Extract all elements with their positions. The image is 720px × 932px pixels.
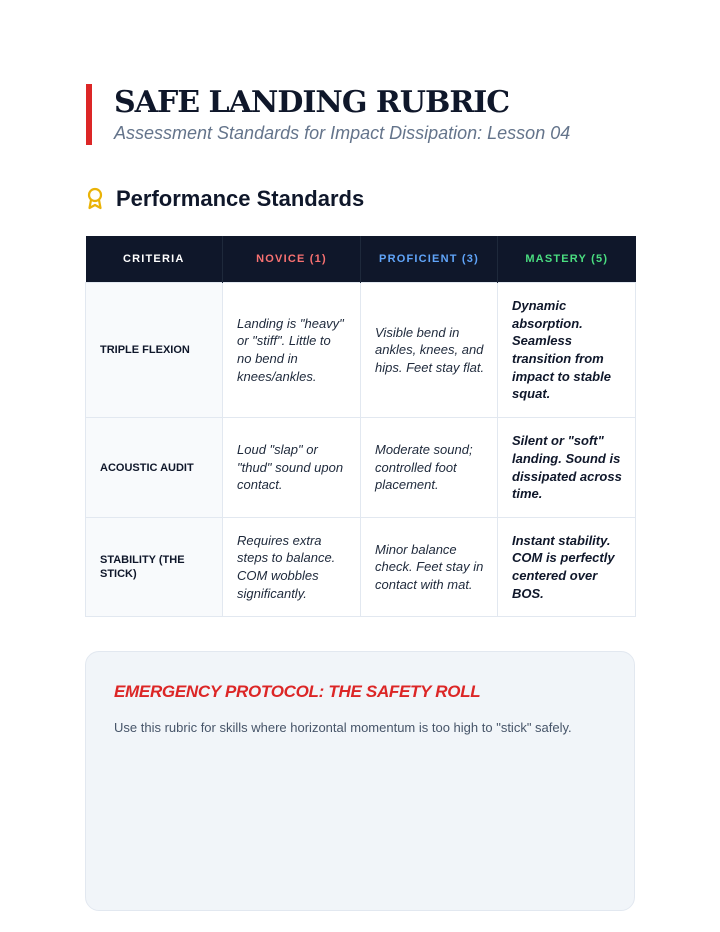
novice-cell: Requires extra steps to balance. COM wobbles significantly. [223, 518, 361, 617]
protocol-title: EMERGENCY PROTOCOL: THE SAFETY ROLL [114, 682, 481, 701]
table-header-row [86, 236, 636, 283]
header-proficient: PROFICIENT (3) [361, 236, 498, 283]
emergency-protocol-card [85, 651, 635, 911]
section-header [86, 186, 364, 212]
table-row [86, 418, 636, 518]
header-criteria: CRITERIA [86, 236, 223, 283]
criteria-cell: TRIPLE FLEXION [86, 283, 223, 418]
header-novice: NOVICE (1) [223, 236, 361, 283]
proficient-cell: Minor balance check. Feet stay in contact with mat. [361, 518, 498, 617]
proficient-cell: Visible bend in ankles, knees, and hips. Feet stay flat. [361, 283, 498, 418]
page-header [86, 84, 570, 145]
protocol-text: Use this rubric for skills where horizontal momentum is too high to "stick" safely. [114, 720, 572, 735]
mastery-cell: Silent or "soft" landing. Sound is dissipated across time. [498, 418, 636, 518]
mastery-cell: Instant stability. COM is perfectly centered over BOS. [498, 518, 636, 617]
table-row [86, 283, 636, 418]
criteria-cell: ACOUSTIC AUDIT [86, 418, 223, 518]
criteria-cell: STABILITY (THE STICK) [86, 518, 223, 617]
proficient-cell: Moderate sound; controlled foot placement. [361, 418, 498, 518]
rubric-table [85, 236, 636, 617]
page-title: SAFE LANDING RUBRIC [114, 85, 510, 120]
page-subtitle: Assessment Standards for Impact Dissipation: Lesson 04 [114, 123, 571, 143]
mastery-cell: Dynamic absorption. Seamless transition from impact to stable squat. [498, 283, 636, 418]
novice-cell: Landing is "heavy" or "stiff". Little to no bend in knees/ankles. [223, 283, 361, 418]
table-row [86, 518, 636, 617]
section-title: Performance Standards [116, 186, 365, 211]
novice-cell: Loud "slap" or "thud" sound upon contact. [223, 418, 361, 518]
award-icon [86, 187, 104, 211]
header-mastery: MASTERY (5) [498, 236, 636, 283]
